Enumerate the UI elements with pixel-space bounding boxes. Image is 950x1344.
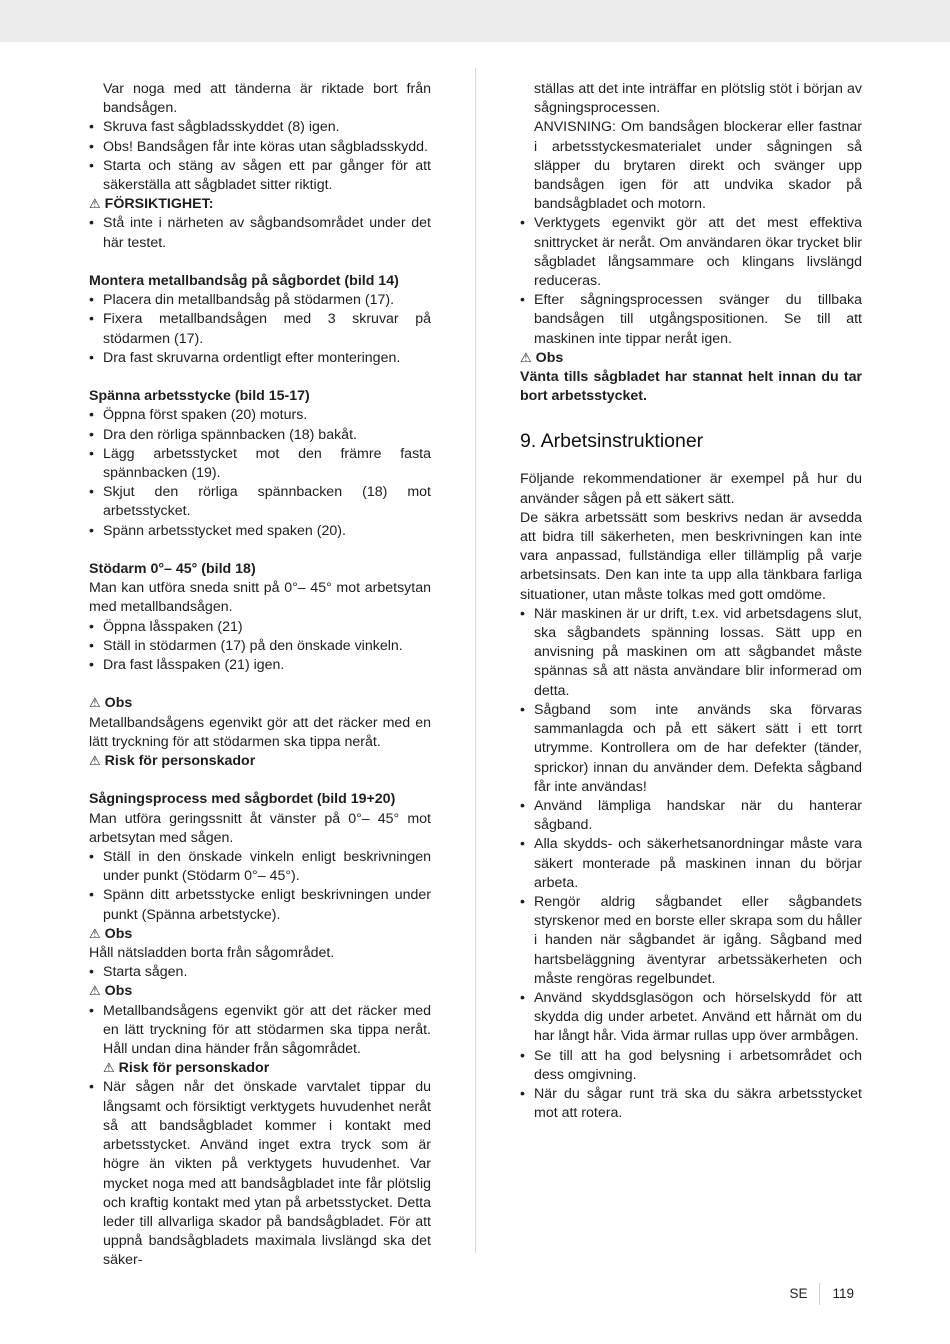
obs-text: Metallbandsågens egenvikt gör att det räcker med en lätt tryckning för att stödarmen ska tippa neråt. xyxy=(89,714,431,750)
obs-heading xyxy=(89,925,431,944)
page-number: 119 xyxy=(832,1286,854,1302)
obs-label: Obs xyxy=(535,349,564,366)
list-item: • Öppna först spaken (20) moturs. xyxy=(89,406,431,425)
obs-heading xyxy=(89,694,431,713)
language-code: SE xyxy=(789,1286,808,1302)
continued-text: ställas att det inte inträffar en plötslig stöt i början av sågningsprocessen. xyxy=(534,81,862,117)
list-item: • Alla skydds- och säkerhetsanordningar måste vara säkert monterade på maskinen innan du börjar arbeta. xyxy=(520,835,862,893)
anvisning-text: ANVISNING: Om bandsågen blockerar eller fastnar i arbetsstyckesmaterialet under sågningen så släpper du brytaren direkt och svänger upp bandsågen igen för att undvika skador på bandsågbladet och motorn. xyxy=(534,119,862,213)
warning-triangle-icon: ⚠ xyxy=(89,197,101,213)
right-column xyxy=(520,80,862,1123)
list-item: • Starta sågen. xyxy=(89,963,431,982)
intro-line: Var noga med att tänderna är riktade bort från bandsågen. xyxy=(103,81,431,117)
spanna-list xyxy=(89,406,431,540)
list-item: • Dra den rörliga spännbacken (18) bakåt. xyxy=(89,426,431,445)
obs-text: Vänta tills sågbladet har stannat helt innan du tar bort arbetsstycket. xyxy=(520,369,862,405)
stodarm-list xyxy=(89,618,431,676)
stodarm-text: Man kan utföra sneda snitt på 0°– 45° mot arbetsytan med metallbandsågen. xyxy=(89,580,431,616)
obs-label: Obs xyxy=(104,983,133,1000)
right-list xyxy=(520,214,862,348)
list-item xyxy=(89,1002,431,1079)
intro-list xyxy=(89,118,431,195)
list-item: • Spänn ditt arbetsstycke enligt beskrivningen under punkt (Spänna arbetstycke). xyxy=(89,886,431,924)
list-item: • Spänn arbetsstycket med spaken (20). xyxy=(89,522,431,541)
section-heading-montera: Montera metallbandsåg på sågbordet (bild 14) xyxy=(89,273,399,290)
list-item: • Verktygets egenvikt gör att det mest effektiva snittrycket är neråt. Om användaren ökar trycket blir sågbladet långsammare och klingans livslängd reduceras. xyxy=(520,214,862,291)
list-item: • Öppna låsspaken (21) xyxy=(89,618,431,637)
warning-triangle-icon: ⚠ xyxy=(89,926,101,942)
list-item: • Skruva fast sågbladsskyddet (8) igen. xyxy=(89,118,431,137)
list-item: • Stå inte i närheten av sågbandsområdet under det här testet. xyxy=(89,214,431,252)
warning-triangle-icon: ⚠ xyxy=(520,350,532,366)
top-band xyxy=(0,0,950,42)
obs-text: Håll nätsladden borta från sågområdet. xyxy=(89,945,335,962)
paragraph: De säkra arbetssätt som beskrivs nedan är avsedda att bidra till säkerheten, men beskrivningen kan inte vara anpassad, fullständiga eller tillämplig på varje arbetsinsats. Den kan inte ta upp alla tänkbara farliga situationer, utan måste tolkas med gott omdöme. xyxy=(520,509,862,603)
risk-heading xyxy=(103,1059,431,1078)
sagning-text: Man utföra geringssnitt åt vänster på 0°– 45° mot arbetsytan med sågen. xyxy=(89,810,431,846)
list-item: • Fixera metallbandsågen med 3 skruvar på stödarmen (17). xyxy=(89,310,431,348)
section-heading-sagning: Sågningsprocess med sågbordet (bild 19+20) xyxy=(89,791,396,808)
start-list xyxy=(89,963,431,982)
list-item: • Starta och stäng av sågen ett par gånger för att säkerställa att sågbladet sitter riktigt. xyxy=(89,157,431,195)
list-item: • Se till att ha god belysning i arbetsområdet och dess omgivning. xyxy=(520,1047,862,1085)
montera-list xyxy=(89,291,431,368)
list-item: • Rengör aldrig sågbandet eller sågbandets styrskenor med en borste eller skrapa som du håller i handen när sågbandet är igång. Sågband med hartsbeläggning äventyrar arbetssäkerheten och måste rengöras regelbundet. xyxy=(520,893,862,989)
list-item: • Dra fast låsspaken (21) igen. xyxy=(89,656,431,675)
section-heading-spanna: Spänna arbetsstycke (bild 15-17) xyxy=(89,388,310,405)
section-heading-stodarm: Stödarm 0°– 45° (bild 18) xyxy=(89,561,256,578)
list-item: • Ställ in stödarmen (17) på den önskade vinkeln. xyxy=(89,637,431,656)
section-title: 9. Arbetsinstruktioner xyxy=(520,430,704,453)
list-item: • Dra fast skruvarna ordentligt efter monteringen. xyxy=(89,349,431,368)
list-item-text: Metallbandsågens egenvikt gör att det räcker med en lätt tryckning för att stödarmen ska tippa neråt. Håll undan dina händer från sågområdet. xyxy=(103,1002,431,1058)
list-item: • Använd lämpliga handskar när du hanterar sågband. xyxy=(520,797,862,835)
caution-heading xyxy=(89,195,431,214)
caution-list xyxy=(89,214,431,252)
obs-label: Obs xyxy=(104,925,133,942)
sagning-list-2 xyxy=(89,1002,431,1271)
warning-triangle-icon: ⚠ xyxy=(89,984,101,1000)
list-item: • Använd skyddsglasögon och hörselskydd för att skydda dig under arbetet. Använd ett hårnät om du har långt hår. Vida ärmar rullas upp över armbågen. xyxy=(520,989,862,1047)
warning-triangle-icon: ⚠ xyxy=(89,754,101,770)
list-item: • Skjut den rörliga spännbacken (18) mot arbetsstycket. xyxy=(89,483,431,521)
caution-label: FÖRSIKTIGHET: xyxy=(104,196,214,213)
column-divider xyxy=(475,68,476,1253)
risk-label: Risk för personskador xyxy=(104,753,256,770)
sagning-list xyxy=(89,848,431,925)
list-item: • När sågen når det önskade varvtalet tippar du långsamt och försiktigt verktygets huvudenhet neråt så att bandsågbladet kommer i kontakt med arbetsstycket. Använd inget extra tryck som är högre än vikten på verktygets huvudenhet. Var mycket noga med att bandsågbladet inte får plötslig och kraftig kontakt med ytan på arbetsstycket. Detta leder till allvarliga skador på bandsågbladet. För att uppnå bandsågbladets maximala livslängd ska det säker- xyxy=(89,1078,431,1270)
obs-heading xyxy=(520,349,862,368)
warning-triangle-icon: ⚠ xyxy=(103,1061,115,1077)
risk-heading xyxy=(89,752,431,771)
rules-list xyxy=(520,605,862,1123)
list-item: • Ställ in den önskade vinkeln enligt beskrivningen under punkt (Stödarm 0°– 45°). xyxy=(89,848,431,886)
obs-heading xyxy=(89,982,431,1001)
list-item: • Obs! Bandsågen får inte köras utan sågbladsskydd. xyxy=(89,138,431,157)
risk-label: Risk för personskador xyxy=(118,1060,270,1077)
list-item: • När maskinen är ur drift, t.ex. vid arbetsdagens slut, ska sågbandets spänning lossas. Sätt upp en anvisning på maskinen om att sågbandet måste spännas så att nästa användare blir informerad om detta. xyxy=(520,605,862,701)
list-item: • Efter sågningsprocessen svänger du tillbaka bandsågen till utgångspositionen. Se till att maskinen inte tippar neråt igen. xyxy=(520,291,862,349)
warning-triangle-icon: ⚠ xyxy=(89,696,101,712)
list-item: • Lägg arbetsstycket mot den främre fasta spännbacken (19). xyxy=(89,445,431,483)
obs-label: Obs xyxy=(104,695,133,712)
footer-divider xyxy=(819,1283,820,1305)
paragraph: Följande rekommendationer är exempel på hur du använder sågen på ett säkert sätt. xyxy=(520,471,862,507)
left-column xyxy=(89,80,431,1271)
list-item: • När du sågar runt trä ska du säkra arbetsstycket mot att rotera. xyxy=(520,1085,862,1123)
list-item: • Sågband som inte används ska förvaras sammanlagda och på ett säkert sätt i ett torrt utrymme. Kontrollera om de har defekter (tänder, sprickor) innan du använder dem. Defekta sågband får inte användas! xyxy=(520,701,862,797)
page-footer xyxy=(789,1283,854,1305)
list-item: • Placera din metallbandsåg på stödarmen (17). xyxy=(89,291,431,310)
